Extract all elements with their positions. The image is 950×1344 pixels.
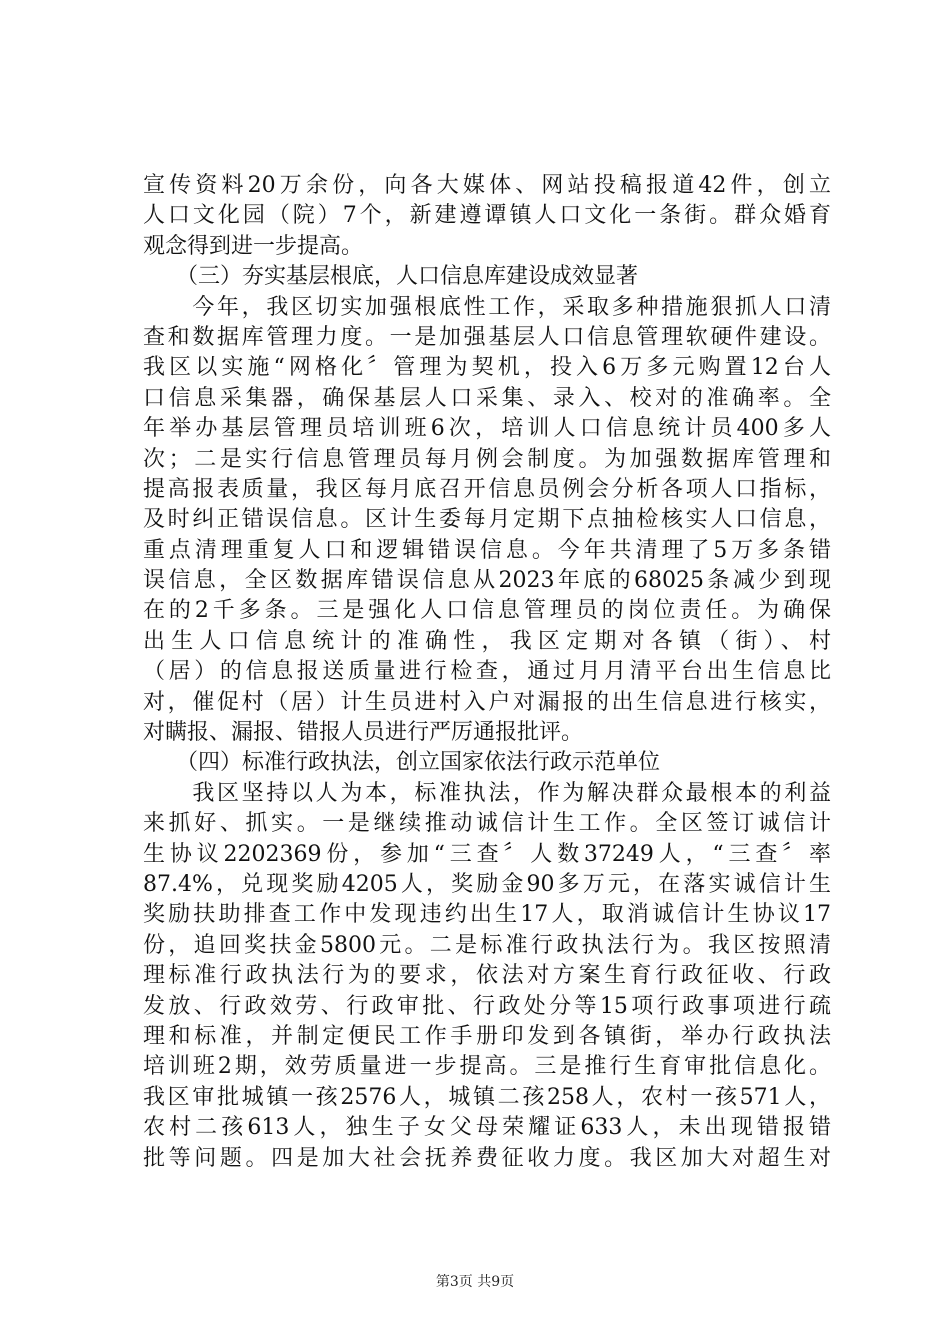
text-line: 来抓好、抓实。一是继续推动诚信计生工作。全区签订诚信计 xyxy=(143,811,831,837)
text-line: 口信息采集器，确保基层人口采集、录入、校对的准确率。全 xyxy=(143,385,831,411)
text-line: 今年，我区切实加强根底性工作，采取多种措施狠抓人口清 xyxy=(143,294,831,320)
text-line: 生协议2202369份，参加“三查〞人数37249人，“三查〞率 xyxy=(143,841,831,867)
text-line: （四）标准行政执法，创立国家依法行政示范单位 xyxy=(143,750,661,776)
document-body xyxy=(143,171,831,1174)
text-line: 农村二孩613人，独生子女父母荣耀证633人，未出现错报错 xyxy=(143,1115,831,1141)
text-line: 我区以实施“网格化〞管理为契机，投入6万多元购置12台人 xyxy=(143,355,831,381)
text-line: 年举办基层管理员培训班6次，培训人口信息统计员400多人 xyxy=(143,416,831,442)
text-line: 及时纠正错误信息。区计生委每月定期下点抽检核实人口信息， xyxy=(143,507,831,533)
text-line: （居）的信息报送质量进行检查，通过月月清平台出生信息比 xyxy=(143,659,831,685)
text-line: 重点清理重复人口和逻辑错误信息。今年共清理了5万多条错 xyxy=(143,537,831,563)
text-line: 我区审批城镇一孩2576人，城镇二孩258人，农村一孩571人， xyxy=(143,1084,831,1110)
text-line: 人口文化园（院）7个，新建遵谭镇人口文化一条街。群众婚育 xyxy=(143,203,831,229)
text-line: 对，催促村（居）计生员进村入户对漏报的出生信息进行核实， xyxy=(143,689,831,715)
text-line: 理标准行政执法行为的要求，依法对方案生育行政征收、行政 xyxy=(143,963,831,989)
text-line: 出生人口信息统计的准确性，我区定期对各镇（街）、村 xyxy=(143,628,831,654)
text-line: 我区坚持以人为本，标准执法，作为解决群众最根本的利益 xyxy=(143,780,831,806)
page-footer: 第3页 共9页 xyxy=(435,1274,515,1290)
text-line: 宣传资料20万余份，向各大媒体、网站投稿报道42件，创立 xyxy=(143,173,831,198)
text-line: 次；二是实行信息管理员每月例会制度。为加强数据库管理和 xyxy=(143,446,831,472)
text-line: 提高报表质量，我区每月底召开信息员例会分析各项人口指标， xyxy=(143,476,831,502)
text-line: 观念得到进一步提高。 xyxy=(143,233,364,259)
text-line: 份，追回奖扶金5800元。二是标准行政执法行为。我区按照清 xyxy=(143,932,831,958)
text-line: 对瞒报、漏报、错报人员进行严厉通报批评。 xyxy=(143,720,584,746)
text-line: 奖励扶助排查工作中发现违约出生17人，取消诚信计生协议17 xyxy=(143,902,831,928)
text-line: 误信息，全区数据库错误信息从2023年底的68025条减少到现 xyxy=(143,568,831,594)
text-line: 理和标准，并制定便民工作手册印发到各镇街，举办行政执法 xyxy=(143,1023,831,1049)
text-line: 在的2千多条。三是强化人口信息管理员的岗位责任。为确保 xyxy=(143,598,831,624)
text-line: 87.4%，兑现奖励4205人，奖励金90多万元，在落实诚信计生 xyxy=(143,871,831,897)
text-line: 培训班2期，效劳质量进一步提高。三是推行生育审批信息化。 xyxy=(143,1054,831,1080)
text-line: 查和数据库管理力度。一是加强基层人口信息管理软硬件建设。 xyxy=(143,324,831,350)
text-line: 批等问题。四是加大社会抚养费征收力度。我区加大对超生对 xyxy=(143,1145,831,1171)
text-line: 发放、行政效劳、行政审批、行政处分等15项行政事项进行疏 xyxy=(143,993,831,1019)
text-line: （三）夯实基层根底，人口信息库建设成效显著 xyxy=(143,264,639,290)
